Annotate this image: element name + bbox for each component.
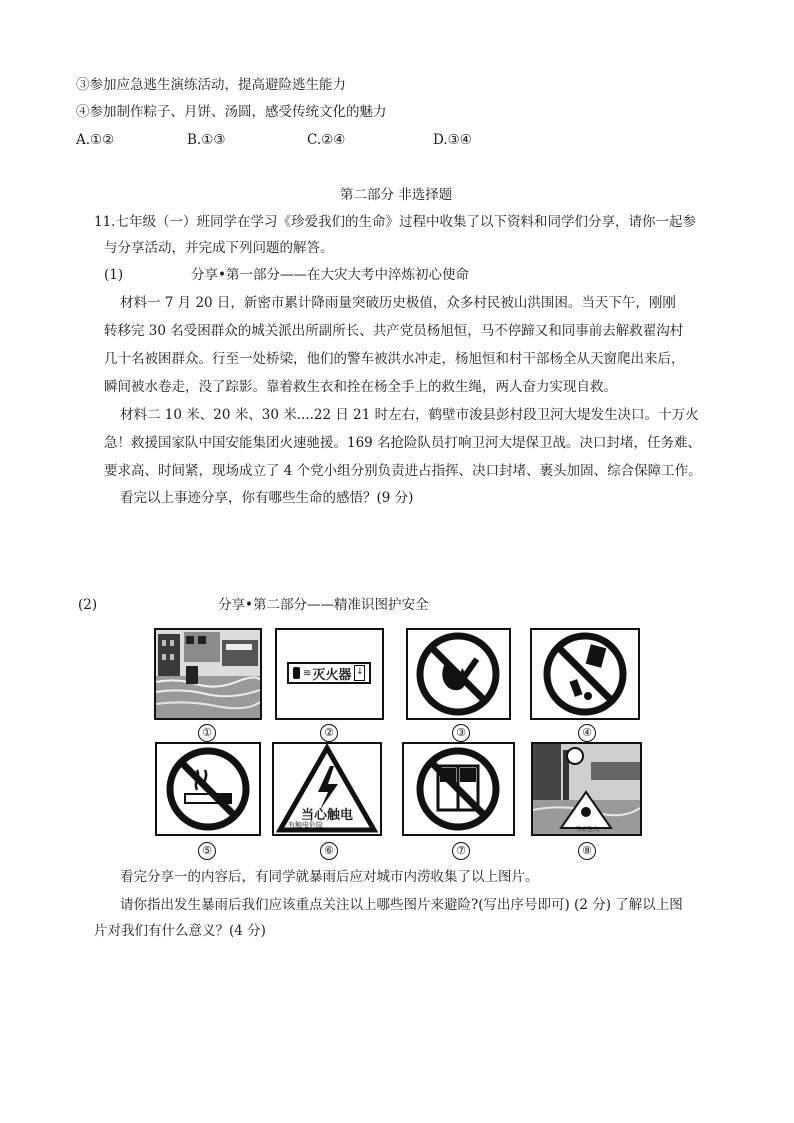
caption-7: ⑦ (452, 842, 470, 860)
material1-line4: 瞬间被水卷走，没了踪影。靠着救生衣和拴在杨全手上的救生绳，两人奋力实现自救。 (104, 379, 617, 395)
material1-line1: 材料一 7 月 20 日，新密市累计降雨量突破历史极值，众多村民被山洪围困。当天下午，刚刚 (120, 295, 676, 311)
choice-c: C.②④ (307, 132, 346, 148)
option-4-text: ④参加制作粽子、月饼、汤圆，感受传统文化的魅力 (76, 104, 387, 120)
material1-line2: 转移完 30 名受困群众的城关派出所副所长、共产党员杨旭恒，马不停蹄又和同事前去解救翟沟村 (104, 323, 684, 339)
no-smoking-sign (155, 742, 261, 836)
wave-icon: ≋ (303, 667, 312, 679)
part1-number: (1) (104, 267, 124, 283)
electric-warning-sublabel: 有触电危险 (288, 821, 323, 829)
question1-text: 看完以上事迹分享，你有哪些生命的感悟？(9 分) (120, 490, 414, 506)
caption-5: ⑤ (198, 842, 216, 860)
choice-d: D.③④ (433, 132, 472, 148)
no-smoking-icon (157, 744, 259, 834)
prohibition-sign-4 (530, 628, 640, 720)
no-passage-icon (404, 744, 513, 834)
part2-title: 分享•第二部分——精准识图护安全 (218, 597, 429, 613)
part2-number: (2) (78, 597, 98, 613)
manhole-warning-photo (531, 742, 642, 836)
section-title: 第二部分 非选择题 (340, 187, 453, 203)
no-throwing-icon (532, 630, 638, 718)
caption-4: ④ (578, 724, 596, 742)
material1-line3: 几十名被困群众。行至一处桥梁，他们的警车被洪水冲走，杨旭恒和村干部杨全从天窗爬出来后， (104, 351, 685, 367)
fire-extinguisher-sign (275, 628, 384, 720)
q11-intro-line2: 与分享活动，并完成下列问题的解答。 (104, 240, 334, 256)
after-images-line2: 请你指出发生暴雨后我们应该重点关注以上哪些图片来避险?(写出序号即可) (2 分) 了解以上图 (120, 897, 683, 913)
no-fire-icon (408, 630, 509, 718)
caption-6: ⑥ (320, 842, 338, 860)
caption-1: ① (198, 724, 216, 742)
material2-line3: 要求高、时间紧，现场成立了 4 个党小组分别负责进占指挥、决口封堵、裹头加固、综合保障工作。 (104, 463, 702, 479)
option-3-text: ③参加应急逃生演练活动，提高避险逃生能力 (76, 77, 346, 93)
choice-b: B.①③ (187, 132, 226, 148)
choice-a: A.①② (76, 132, 115, 148)
after-images-line1: 看完分享一的内容后，有同学就暴雨后应对城市内涝收集了以上图片。 (120, 869, 539, 885)
caption-3: ③ (452, 724, 470, 742)
part1-title: 分享•第一部分——在大灾大考中淬炼初心使命 (191, 267, 469, 283)
caption-8: ⑧ (578, 842, 596, 860)
after-images-line3: 片对我们有什么意义？(4 分) (94, 923, 266, 939)
material2-line1: 材料二 10 米、20 米、30 米....22 日 21 时左右，鹤壁市浚县彭村段卫河大堤发生决口。十万火 (120, 407, 699, 423)
caption-2: ② (320, 724, 338, 742)
manhole-warning-label: 当心坠入 (574, 826, 599, 833)
q11-intro-line1: 11.七年级（一）班同学在学习《珍爱我们的生命》过程中收集了以下资料和同学们分享，请你一起参 (94, 214, 696, 230)
electric-shock-warning-sign (272, 742, 382, 836)
fire-extinguisher-label: 灭火器 (312, 667, 352, 683)
extinguisher-icon (293, 667, 300, 679)
arrow-down-icon: ↓ (354, 665, 365, 681)
electric-warning-label: 当心触电 (300, 808, 353, 823)
material2-line2: 急！救援国家队中国安能集团火速驰援。169 名抢险队员打响卫河大堤保卫战。决口封堵，任务难、 (104, 435, 702, 451)
no-passage-sign (402, 742, 515, 836)
no-fire-sign (406, 628, 511, 720)
flood-street-photo (154, 628, 262, 720)
